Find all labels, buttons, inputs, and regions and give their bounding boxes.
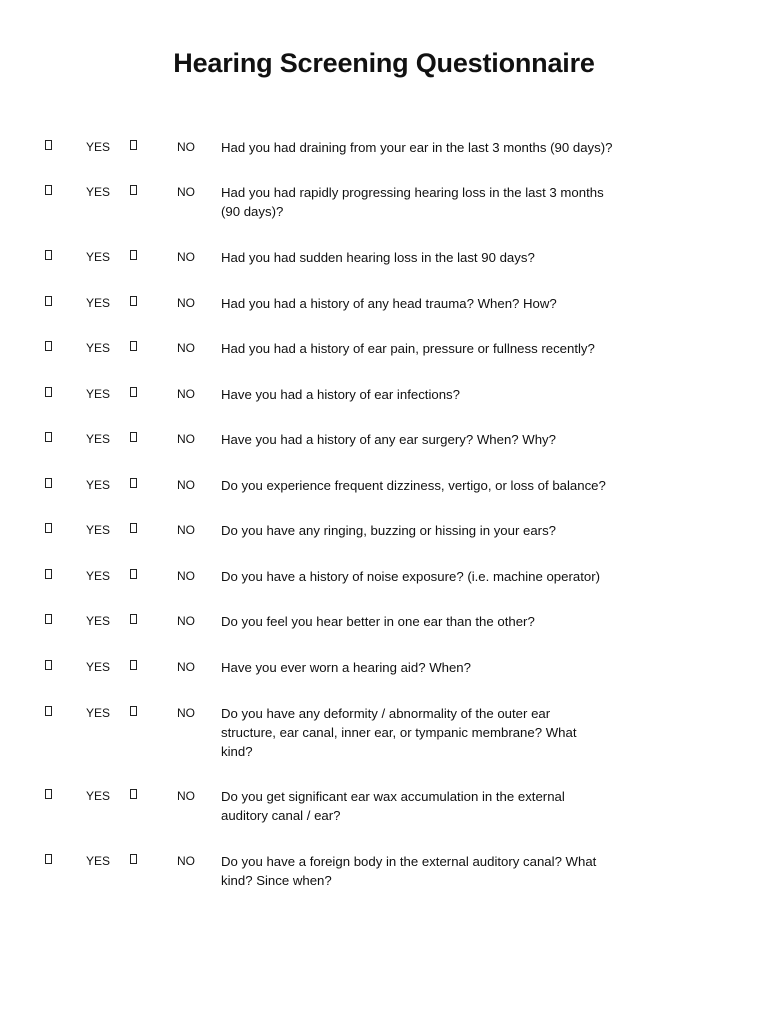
- yes-label: YES: [86, 185, 111, 199]
- yes-checkbox[interactable]: [45, 387, 52, 397]
- no-label: NO: [177, 185, 195, 199]
- yes-label: YES: [86, 387, 111, 401]
- yes-label: YES: [86, 140, 111, 154]
- yes-checkbox[interactable]: [45, 569, 52, 579]
- question-text: Have you had a history of any ear surgery? When? Why?: [221, 432, 556, 447]
- yes-label: YES: [86, 660, 111, 674]
- question-text: Had you had rapidly progressing hearing loss in the last 3 months (90 days)?: [221, 185, 604, 219]
- yes-label: YES: [86, 854, 111, 868]
- yes-checkbox[interactable]: [45, 523, 52, 533]
- question-text: Had you had a history of any head trauma? When? How?: [221, 296, 557, 311]
- yes-checkbox[interactable]: [45, 341, 52, 351]
- no-label: NO: [177, 140, 195, 154]
- yes-label: YES: [86, 432, 111, 446]
- yes-checkbox[interactable]: [45, 140, 52, 150]
- no-checkbox[interactable]: [130, 660, 137, 670]
- no-checkbox[interactable]: [130, 250, 137, 260]
- yes-checkbox[interactable]: [45, 789, 52, 799]
- question-text: Do you have a history of noise exposure? (i.e. machine operator): [221, 569, 600, 584]
- no-checkbox[interactable]: [130, 614, 137, 624]
- no-label: NO: [177, 250, 195, 264]
- yes-label: YES: [86, 250, 111, 264]
- no-checkbox[interactable]: [130, 185, 137, 195]
- yes-checkbox[interactable]: [45, 432, 52, 442]
- yes-label: YES: [86, 706, 111, 720]
- no-label: NO: [177, 789, 195, 803]
- yes-label: YES: [86, 569, 111, 583]
- question-text: Had you had sudden hearing loss in the last 90 days?: [221, 250, 535, 265]
- no-checkbox[interactable]: [130, 706, 137, 716]
- question-text: Had you had a history of ear pain, pressure or fullness recently?: [221, 341, 595, 356]
- no-checkbox[interactable]: [130, 789, 137, 799]
- no-label: NO: [177, 706, 195, 720]
- no-label: NO: [177, 341, 195, 355]
- no-checkbox[interactable]: [130, 569, 137, 579]
- yes-label: YES: [86, 789, 111, 803]
- yes-checkbox[interactable]: [45, 706, 52, 716]
- no-checkbox[interactable]: [130, 140, 137, 150]
- no-checkbox[interactable]: [130, 432, 137, 442]
- question-text: Do you have a foreign body in the external auditory canal? What kind? Since when?: [221, 854, 597, 888]
- question-text: Have you had a history of ear infections?: [221, 387, 460, 402]
- no-label: NO: [177, 523, 195, 537]
- no-checkbox[interactable]: [130, 296, 137, 306]
- yes-checkbox[interactable]: [45, 185, 52, 195]
- yes-label: YES: [86, 523, 111, 537]
- question-text: Do you have any ringing, buzzing or hissing in your ears?: [221, 523, 557, 538]
- question-text: Do you experience frequent dizziness, vertigo, or loss of balance?: [221, 478, 606, 493]
- page-title: Hearing Screening Questionnaire: [173, 48, 595, 78]
- no-checkbox[interactable]: [130, 854, 137, 864]
- yes-checkbox[interactable]: [45, 660, 52, 670]
- no-checkbox[interactable]: [130, 523, 137, 533]
- no-label: NO: [177, 296, 195, 310]
- no-checkbox[interactable]: [130, 387, 137, 397]
- no-label: NO: [177, 432, 195, 446]
- yes-checkbox[interactable]: [45, 296, 52, 306]
- question-text: Have you ever worn a hearing aid? When?: [221, 660, 471, 675]
- yes-label: YES: [86, 341, 111, 355]
- question-text: Do you get significant ear wax accumulation in the external auditory canal / ear?: [221, 789, 565, 823]
- no-label: NO: [177, 478, 195, 492]
- no-label: NO: [177, 569, 195, 583]
- yes-checkbox[interactable]: [45, 614, 52, 624]
- yes-label: YES: [86, 614, 111, 628]
- yes-label: YES: [86, 296, 111, 310]
- question-text: Do you feel you hear better in one ear than the other?: [221, 614, 535, 629]
- no-label: NO: [177, 387, 195, 401]
- no-label: NO: [177, 614, 195, 628]
- no-checkbox[interactable]: [130, 478, 137, 488]
- no-checkbox[interactable]: [130, 341, 137, 351]
- no-label: NO: [177, 660, 195, 674]
- question-text: Do you have any deformity / abnormality of the outer ear structure, ear canal, inner ear, or tympanic membrane? What kind?: [221, 706, 577, 759]
- yes-checkbox[interactable]: [45, 478, 52, 488]
- question-text: Had you had draining from your ear in the last 3 months (90 days)?: [221, 140, 613, 155]
- no-label: NO: [177, 854, 195, 868]
- yes-label: YES: [86, 478, 111, 492]
- yes-checkbox[interactable]: [45, 854, 52, 864]
- yes-checkbox[interactable]: [45, 250, 52, 260]
